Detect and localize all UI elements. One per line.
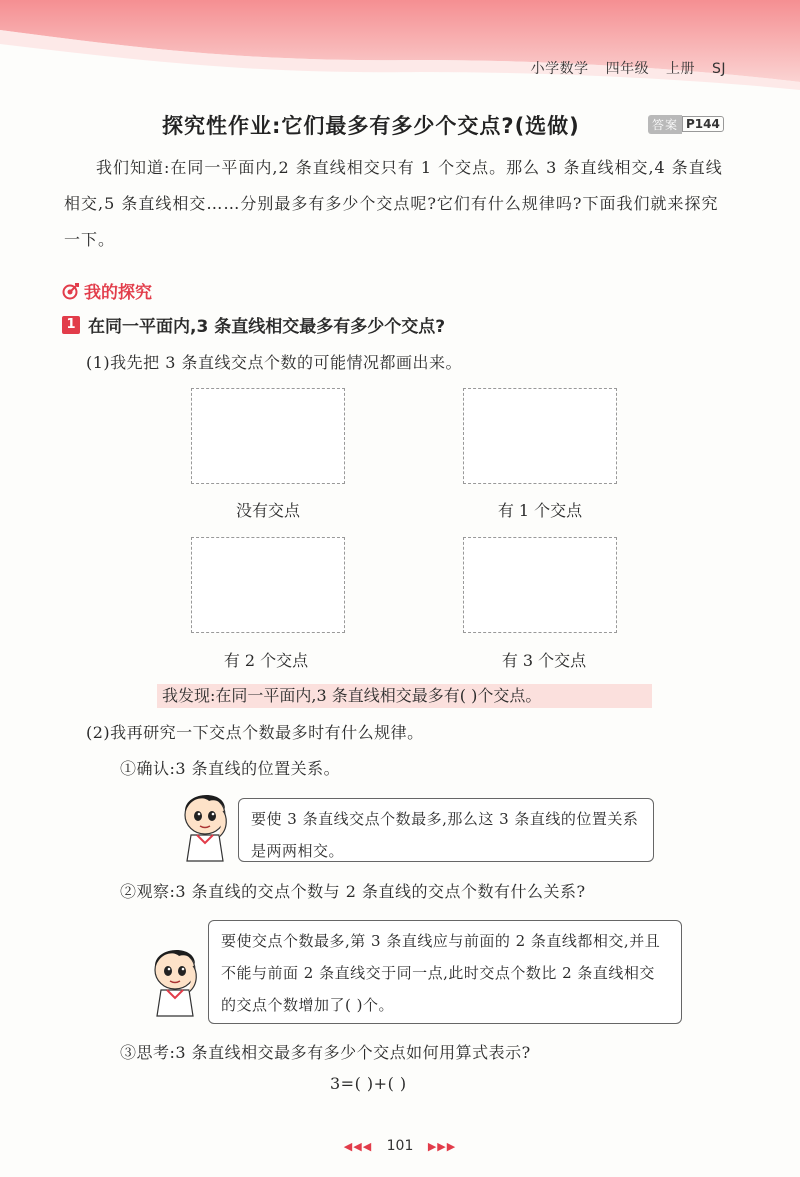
boy-thinking-icon bbox=[175, 785, 235, 865]
footer-left-arrows: ◀◀◀ bbox=[343, 1140, 373, 1153]
page-number: 101 bbox=[386, 1138, 414, 1154]
header-meta bbox=[519, 58, 726, 78]
page-title: 探究性作业:它们最多有多少个交点?(选做) bbox=[162, 114, 580, 138]
part-1-instruction: (1)我先把 3 条直线交点个数的可能情况都画出来。 bbox=[86, 353, 463, 372]
boy-thinking-icon bbox=[145, 940, 205, 1020]
caption-one-intersection: 有 1 个交点 bbox=[497, 501, 583, 520]
header-edition: SJ bbox=[711, 61, 726, 77]
footer-right-arrows: ▶▶▶ bbox=[427, 1140, 457, 1153]
header-band bbox=[0, 0, 800, 100]
drawing-box-three-intersections[interactable] bbox=[463, 537, 617, 633]
header-volume: 上册 bbox=[666, 61, 696, 77]
question-1-text: 在同一平面内,3 条直线相交最多有多少个交点? bbox=[88, 317, 446, 337]
step-2-observe: ②观察:3 条直线的交点个数与 2 条直线的交点个数有什么关系? bbox=[120, 882, 586, 901]
section-heading bbox=[62, 278, 152, 303]
answer-badge bbox=[648, 115, 724, 133]
target-icon bbox=[62, 282, 80, 300]
answer-badge-page: P144 bbox=[682, 116, 724, 132]
header-grade: 四年级 bbox=[605, 61, 650, 77]
section-title: 我的探究 bbox=[84, 283, 152, 303]
question-1 bbox=[62, 312, 445, 337]
speech-bubble-2: 要使交点个数最多,第 3 条直线应与前面的 2 条直线都相交,并且不能与前面 2 条直线交于同一点,此时交点个数比 2 条直线相交的交点个数增加了( )个。 bbox=[208, 920, 682, 1024]
step-3-think: ③思考:3 条直线相交最多有多少个交点如何用算式表示? bbox=[120, 1043, 531, 1062]
formula-blank[interactable]: 3=( )+( ) bbox=[330, 1074, 407, 1093]
intro-paragraph: 我们知道:在同一平面内,2 条直线相交只有 1 个交点。那么 3 条直线相交,4 条直线相交,5 条直线相交……分别最多有多少个交点呢?它们有什么规律吗?下面我们就来探究一下。 bbox=[64, 158, 723, 249]
finding-statement[interactable]: 我发现:在同一平面内,3 条直线相交最多有( )个交点。 bbox=[162, 686, 542, 705]
page-footer bbox=[0, 1138, 800, 1154]
caption-no-intersection: 没有交点 bbox=[235, 501, 300, 520]
question-number-badge: 1 bbox=[62, 316, 80, 334]
caption-two-intersections: 有 2 个交点 bbox=[223, 651, 309, 670]
caption-three-intersections: 有 3 个交点 bbox=[501, 651, 587, 670]
drawing-box-one-intersection[interactable] bbox=[463, 388, 617, 484]
header-subject: 小学数学 bbox=[530, 61, 589, 77]
step-1-confirm: ①确认:3 条直线的位置关系。 bbox=[120, 759, 341, 778]
drawing-box-no-intersection[interactable] bbox=[191, 388, 345, 484]
answer-badge-label: 答案 bbox=[648, 115, 682, 134]
part-2-instruction: (2)我再研究一下交点个数最多时有什么规律。 bbox=[86, 723, 424, 742]
speech-bubble-1: 要使 3 条直线交点个数最多,那么这 3 条直线的位置关系是两两相交。 bbox=[238, 798, 654, 862]
drawing-box-two-intersections[interactable] bbox=[191, 537, 345, 633]
